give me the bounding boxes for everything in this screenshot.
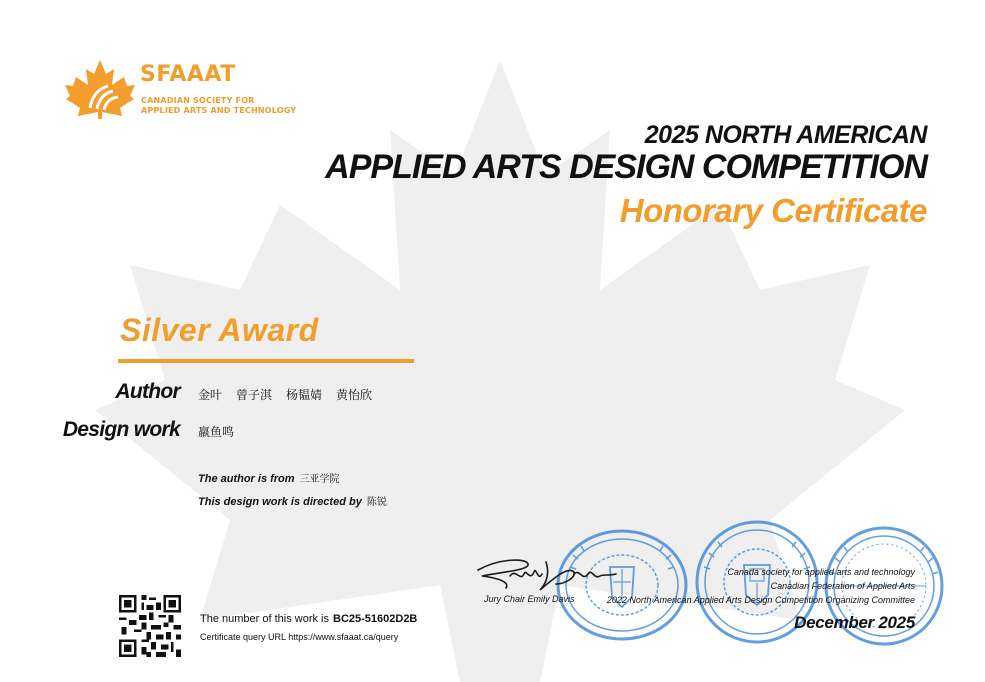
award-title: Silver Award — [120, 312, 319, 348]
maple-leaf-icon — [64, 58, 136, 120]
jury-chair-signature-icon — [470, 552, 620, 596]
director-label: This design work is directed by — [198, 496, 362, 508]
award-divider — [118, 359, 414, 363]
author-name: 杨韫婧 — [286, 388, 323, 402]
work-number-value: BC25-51602D2B — [333, 613, 418, 625]
author-school-label: The author is from — [198, 473, 295, 485]
author-school-value: 三亚学院 — [299, 474, 340, 485]
jury-chair-name: Jury Chair Emily Davis — [484, 594, 575, 604]
author-names — [198, 386, 372, 403]
qr-code-icon — [119, 595, 181, 657]
author-label: Author — [115, 380, 180, 403]
organization-name: SFAAAT — [140, 62, 236, 87]
author-name: 金叶 — [198, 388, 223, 402]
organization-subtitle-line-1: CANADIAN SOCIETY FOR — [141, 96, 255, 105]
issuer-line-3: 2022 North American Applied Arts Design Competition Organizing Committee — [606, 595, 915, 605]
organization-subtitle-line-2: APPLIED ARTS AND TECHNOLOGY — [141, 106, 297, 115]
director-line — [198, 493, 387, 508]
competition-year-title: 2025 NORTH AMERICAN — [644, 121, 927, 149]
author-name: 曾子淇 — [236, 388, 273, 402]
author-school-line — [198, 470, 340, 485]
competition-name-title: APPLIED ARTS DESIGN COMPETITION — [325, 148, 927, 186]
certificate-type-title: Honorary Certificate — [619, 192, 927, 229]
certificate-query-url[interactable]: Certificate query URL https://www.sfaaat.ca/query — [200, 632, 399, 642]
author-name: 黄怡欣 — [336, 388, 373, 402]
design-work-name: 羸鱼鸣 — [198, 425, 235, 439]
design-work-label: Design work — [62, 418, 180, 441]
work-number-line — [200, 613, 417, 625]
work-number-label: The number of this work is — [200, 613, 329, 625]
issuer-line-1: Canada society for applied arts and technology — [727, 567, 915, 577]
director-value: 陈锐 — [366, 497, 387, 508]
issue-date: December 2025 — [794, 613, 915, 632]
issuer-line-2: Canadian Federation of Applied Arts — [770, 581, 915, 591]
